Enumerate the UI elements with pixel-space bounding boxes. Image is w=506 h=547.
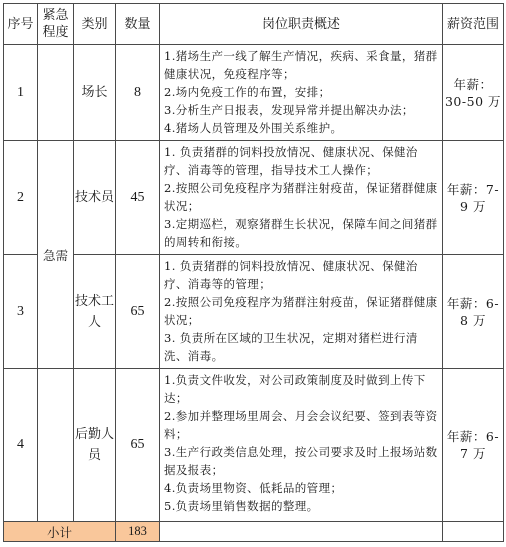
subtotal-count: 183: [116, 522, 160, 542]
duty-item: 1.负责文件收发，对公司政策制度及时做到上传下达；: [164, 373, 426, 405]
header-urgency: 紧急程度: [38, 4, 74, 45]
header-duties: 岗位职责概述: [160, 4, 443, 45]
header-index: 序号: [4, 4, 38, 45]
urgency-cell-top: [38, 45, 74, 141]
table-row: [4, 369, 504, 522]
header-count: 数量: [116, 4, 160, 45]
row-duties: [160, 45, 443, 141]
row-count: 45: [116, 141, 160, 255]
row-index: 1: [4, 45, 38, 141]
row-index: 3: [4, 255, 38, 369]
row-index: 2: [4, 141, 38, 255]
duty-item: 1. 负责猪群的饲料投放情况、健康状况、保健治疗、消毒等的管理；: [164, 259, 418, 291]
duty-item: 2.参加并整理场里周会、月会会议纪要、签到表等资料；: [164, 409, 438, 441]
row-category: 技术工人: [74, 255, 116, 369]
duty-item: 3.生产行政类信息处理，按公司要求及时上报场站数据及报表；: [164, 445, 438, 477]
header-row: [4, 4, 504, 45]
subtotal-row: [4, 522, 504, 542]
table-row: [4, 141, 504, 255]
urgency-cell: 急需: [38, 141, 74, 369]
header-salary: 薪资范围: [443, 4, 504, 45]
row-duties: [160, 141, 443, 255]
row-salary: 年薪：6-7 万: [443, 369, 504, 522]
row-count: 8: [116, 45, 160, 141]
row-category: 技术员: [74, 141, 116, 255]
row-duties: [160, 369, 443, 522]
duty-item: 3.定期巡栏，观察猪群生长状况，保障车间之间猪群的周转和衔接。: [164, 217, 438, 249]
duty-item: 2.按照公司免疫程序为猪群注射疫苗，保证猪群健康状况；: [164, 295, 438, 327]
duty-item: 1. 负责猪群的饲料投放情况、健康状况、保健治疗、消毒等的管理，指导技术工人操作；: [164, 145, 418, 177]
duty-item: 4.负责场里物资、低耗品的管理；: [164, 481, 343, 495]
row-category: 场长: [74, 45, 116, 141]
job-table: [3, 3, 504, 542]
row-duties: [160, 255, 443, 369]
row-index: 4: [4, 369, 38, 522]
duty-item: 3. 负责所在区域的卫生状况，定期对猪栏进行清洗、消毒。: [164, 331, 418, 363]
row-count: 65: [116, 369, 160, 522]
header-category: 类别: [74, 4, 116, 45]
row-salary: 年薪：6-8 万: [443, 255, 504, 369]
row-salary: 年薪：7-9 万: [443, 141, 504, 255]
duty-item: 2.场内免疫工作的布置，安排；: [164, 85, 331, 99]
table-row: [4, 255, 504, 369]
row-category: 后勤人员: [74, 369, 116, 522]
duty-item: 4.猪场人员管理及外围关系维护。: [164, 121, 343, 135]
subtotal-duties-empty: [160, 522, 443, 542]
subtotal-salary-empty: [443, 522, 504, 542]
duty-item: 5.负责场里销售数据的整理。: [164, 499, 319, 513]
urgency-cell-bottom: [38, 369, 74, 522]
duty-item: 1.猪场生产一线了解生产情况，疾病、采食量，猪群健康状况，免疫程序等；: [164, 49, 438, 81]
subtotal-label: 小计: [4, 522, 116, 542]
table-row: [4, 45, 504, 141]
duty-item: 2.按照公司免疫程序为猪群注射疫苗，保证猪群健康状况；: [164, 181, 438, 213]
row-salary: 年薪：30-50 万: [443, 45, 504, 141]
duty-item: 3.分析生产日报表，发现异常并提出解决办法；: [164, 103, 414, 117]
row-count: 65: [116, 255, 160, 369]
